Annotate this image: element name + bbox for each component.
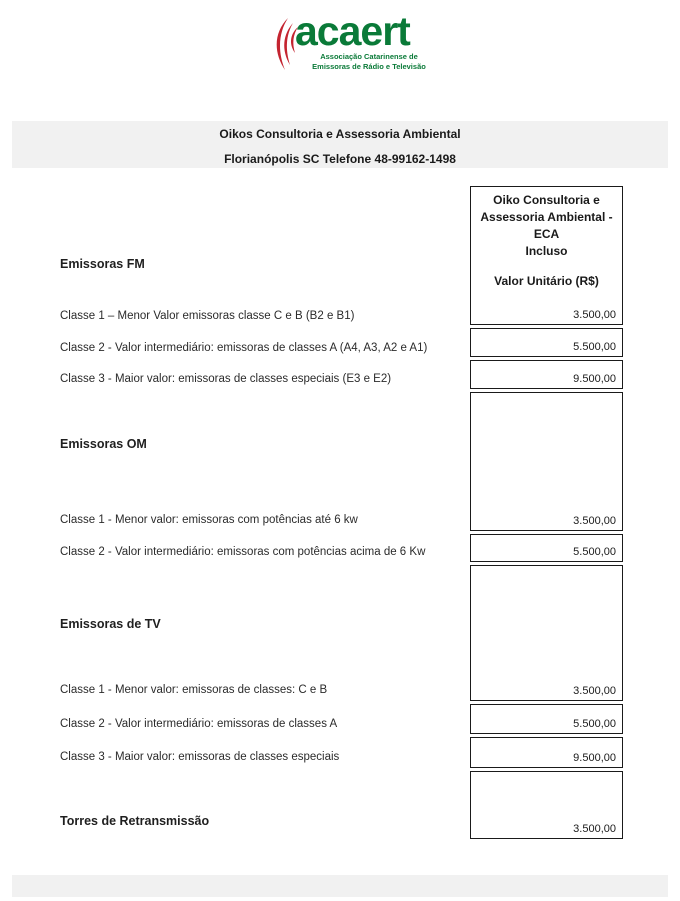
value-cell-om1	[470, 392, 623, 531]
column-header-line3: Incluso	[525, 244, 568, 258]
row-label-om-classe1: Classe 1 - Menor valor: emissoras com potências até 6 kw	[60, 514, 358, 526]
row-label-fm-classe1: Classe 1 – Menor Valor emissoras classe C e B (B2 e B1)	[60, 310, 355, 322]
cell-spacer	[471, 772, 622, 823]
value-fm-classe3: 9.500,00	[573, 373, 616, 385]
acaert-logo	[270, 8, 440, 78]
section-title-torres-retransmissao: Torres de Retransmissão	[60, 814, 210, 828]
row-label-om-classe2: Classe 2 - Valor intermediário: emissoras com potências acima de 6 Kw	[60, 546, 426, 558]
value-cell-fm3	[470, 360, 623, 389]
cell-spacer	[471, 566, 622, 685]
value-om-classe2: 5.500,00	[573, 546, 616, 558]
row-label-tv-classe3: Classe 3 - Maior valor: emissoras de classes especiais	[60, 751, 340, 763]
value-tv-classe3: 9.500,00	[573, 752, 616, 764]
column-subheader: Valor Unitário (R$)	[494, 274, 599, 288]
value-cell-om2	[470, 534, 623, 562]
cell-spacer	[471, 535, 622, 546]
company-contact: Florianópolis SC Telefone 48-99162-1498	[224, 152, 456, 166]
column-header-line1: Oiko Consultoria e	[493, 193, 600, 207]
row-label-fm-classe3: Classe 3 - Maior valor: emissoras de classes especiais (E3 e E2)	[60, 373, 392, 385]
value-fm-classe2: 5.500,00	[573, 341, 616, 353]
cell-spacer	[471, 329, 622, 341]
column-header	[471, 187, 622, 260]
row-label-tv-classe1: Classe 1 - Menor valor: emissoras de classes: C e B	[60, 684, 328, 696]
row-label-fm-classe2: Classe 2 - Valor intermediário: emissoras de classes A (A4, A3, A2 e A1)	[60, 342, 428, 354]
value-torres: 3.500,00	[573, 823, 616, 835]
value-tv-classe1: 3.500,00	[573, 685, 616, 697]
section-title-emissoras-tv: Emissoras de TV	[60, 617, 161, 631]
cell-spacer	[471, 705, 622, 718]
value-tv-classe2: 5.500,00	[573, 718, 616, 730]
company-name: Oikos Consultoria e Assessoria Ambiental	[219, 127, 461, 141]
cell-spacer	[471, 393, 622, 515]
value-cell-header-fm1	[470, 186, 623, 325]
value-fm-classe1: 3.500,00	[573, 309, 616, 321]
value-cell-fm2	[470, 328, 623, 357]
cell-spacer	[471, 738, 622, 752]
logo-wordmark: acaert	[295, 8, 410, 54]
footer-band	[12, 875, 668, 897]
cell-spacer	[471, 361, 622, 373]
value-cell-tv3	[470, 737, 623, 768]
value-cell-tv1	[470, 565, 623, 701]
value-om-classe1: 3.500,00	[573, 515, 616, 527]
section-title-emissoras-om: Emissoras OM	[60, 437, 147, 451]
section-title-emissoras-fm: Emissoras FM	[60, 257, 145, 271]
company-header-band	[12, 121, 668, 168]
logo-subtitle-line2: Emissoras de Rádio e Televisão	[312, 61, 426, 71]
cell-spacer	[471, 288, 622, 309]
row-label-tv-classe2: Classe 2 - Valor intermediário: emissoras de classes A	[60, 718, 338, 730]
logo-subtitle	[308, 52, 430, 71]
logo-subtitle-line1: Associação Catarinense de	[320, 52, 418, 61]
value-cell-tv2	[470, 704, 623, 734]
column-header-line2: Assessoria Ambiental - ECA	[480, 210, 613, 241]
value-cell-torres	[470, 771, 623, 839]
